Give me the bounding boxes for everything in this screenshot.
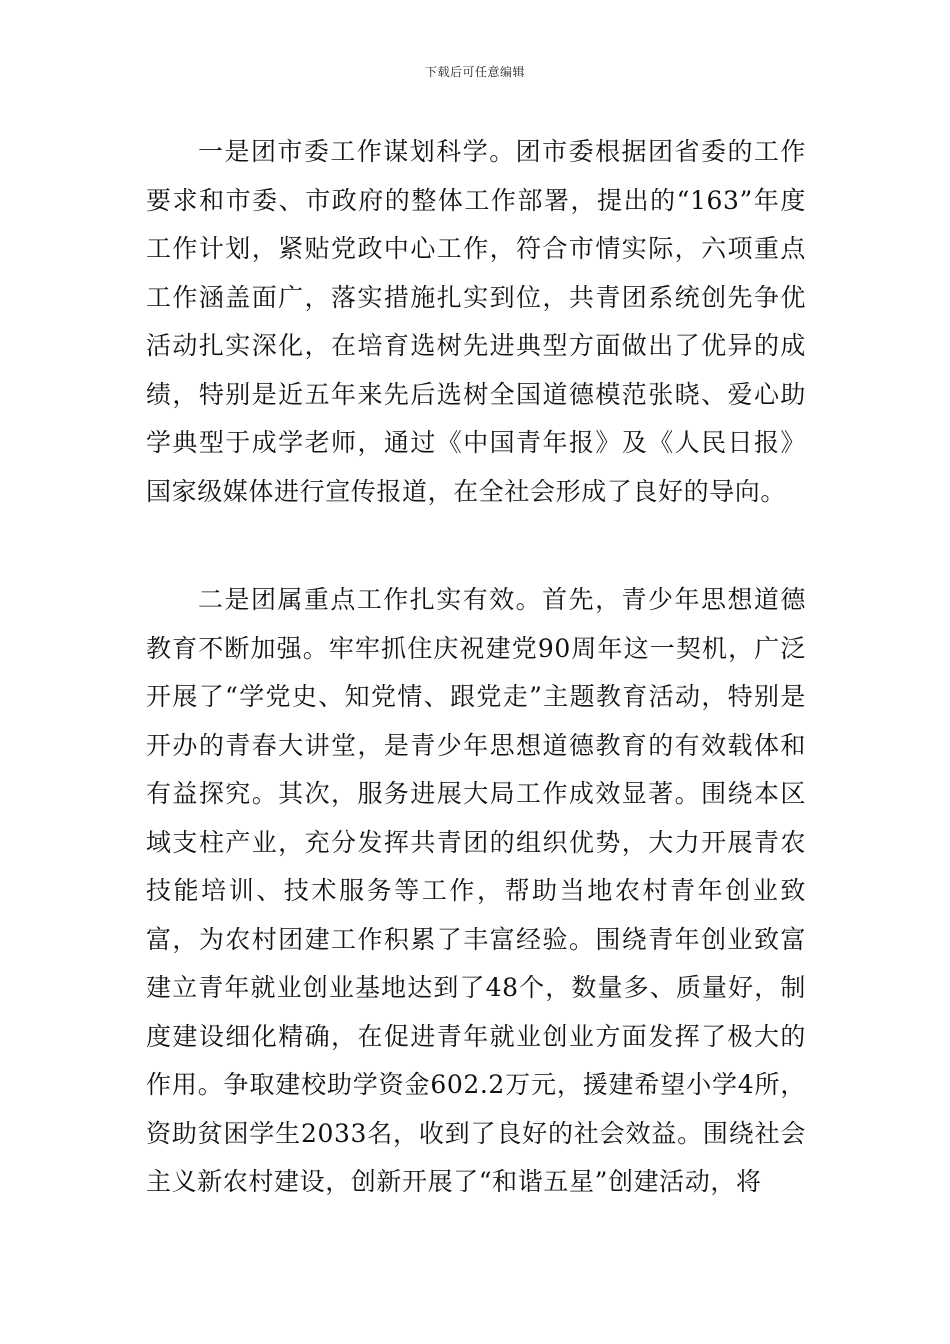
page-header-note: 下载后可任意编辑 [424, 65, 525, 79]
paragraph-1: 一是团市委工作谋划科学。团市委根据团省委的工作要求和市委、市政府的整体工作部署，提出的“163”年度工作计划，紧贴党政中心工作，符合市情实际，六项重点工作涵盖面广，落实措施扎实到位，共青团系统创先争优活动扎实深化，在培育选树先进典型方面做出了优异的成绩，特别是近五年来先后选树全国道德模范张晓、爱心助学典型于成学老师，通过《中国青年报》及《人民日报》国家级媒体进行宣传报道，在全社会形成了良好的导向。 [146, 137, 806, 506]
paragraph-2: 二是团属重点工作扎实有效。首先，青少年思想道德教育不断加强。牢牢抓住庆祝建党90周年这一契机，广泛开展了“学党史、知党情、跟党走”主题教育活动，特别是开办的青春大讲堂，是青少年思想道德教育的有效载体和有益探究。其次，服务进展大局工作成效显著。围绕本区域支柱产业，充分发挥共青团的组织优势，大力开展青农技能培训、技术服务等工作，帮助当地农村青年创业致富，为农村团建工作积累了丰富经验。围绕青年创业致富建立青年就业创业基地达到了48个，数量多、质量好，制度建设细化精确，在促进青年就业创业方面发挥了极大的作用。争取建校助学资金602.2万元，援建希望小学4所，资助贫困学生2033名，收到了良好的社会效益。围绕社会主义新农村建设，创新开展了“和谐五星”创建活动，将 [146, 585, 806, 1196]
